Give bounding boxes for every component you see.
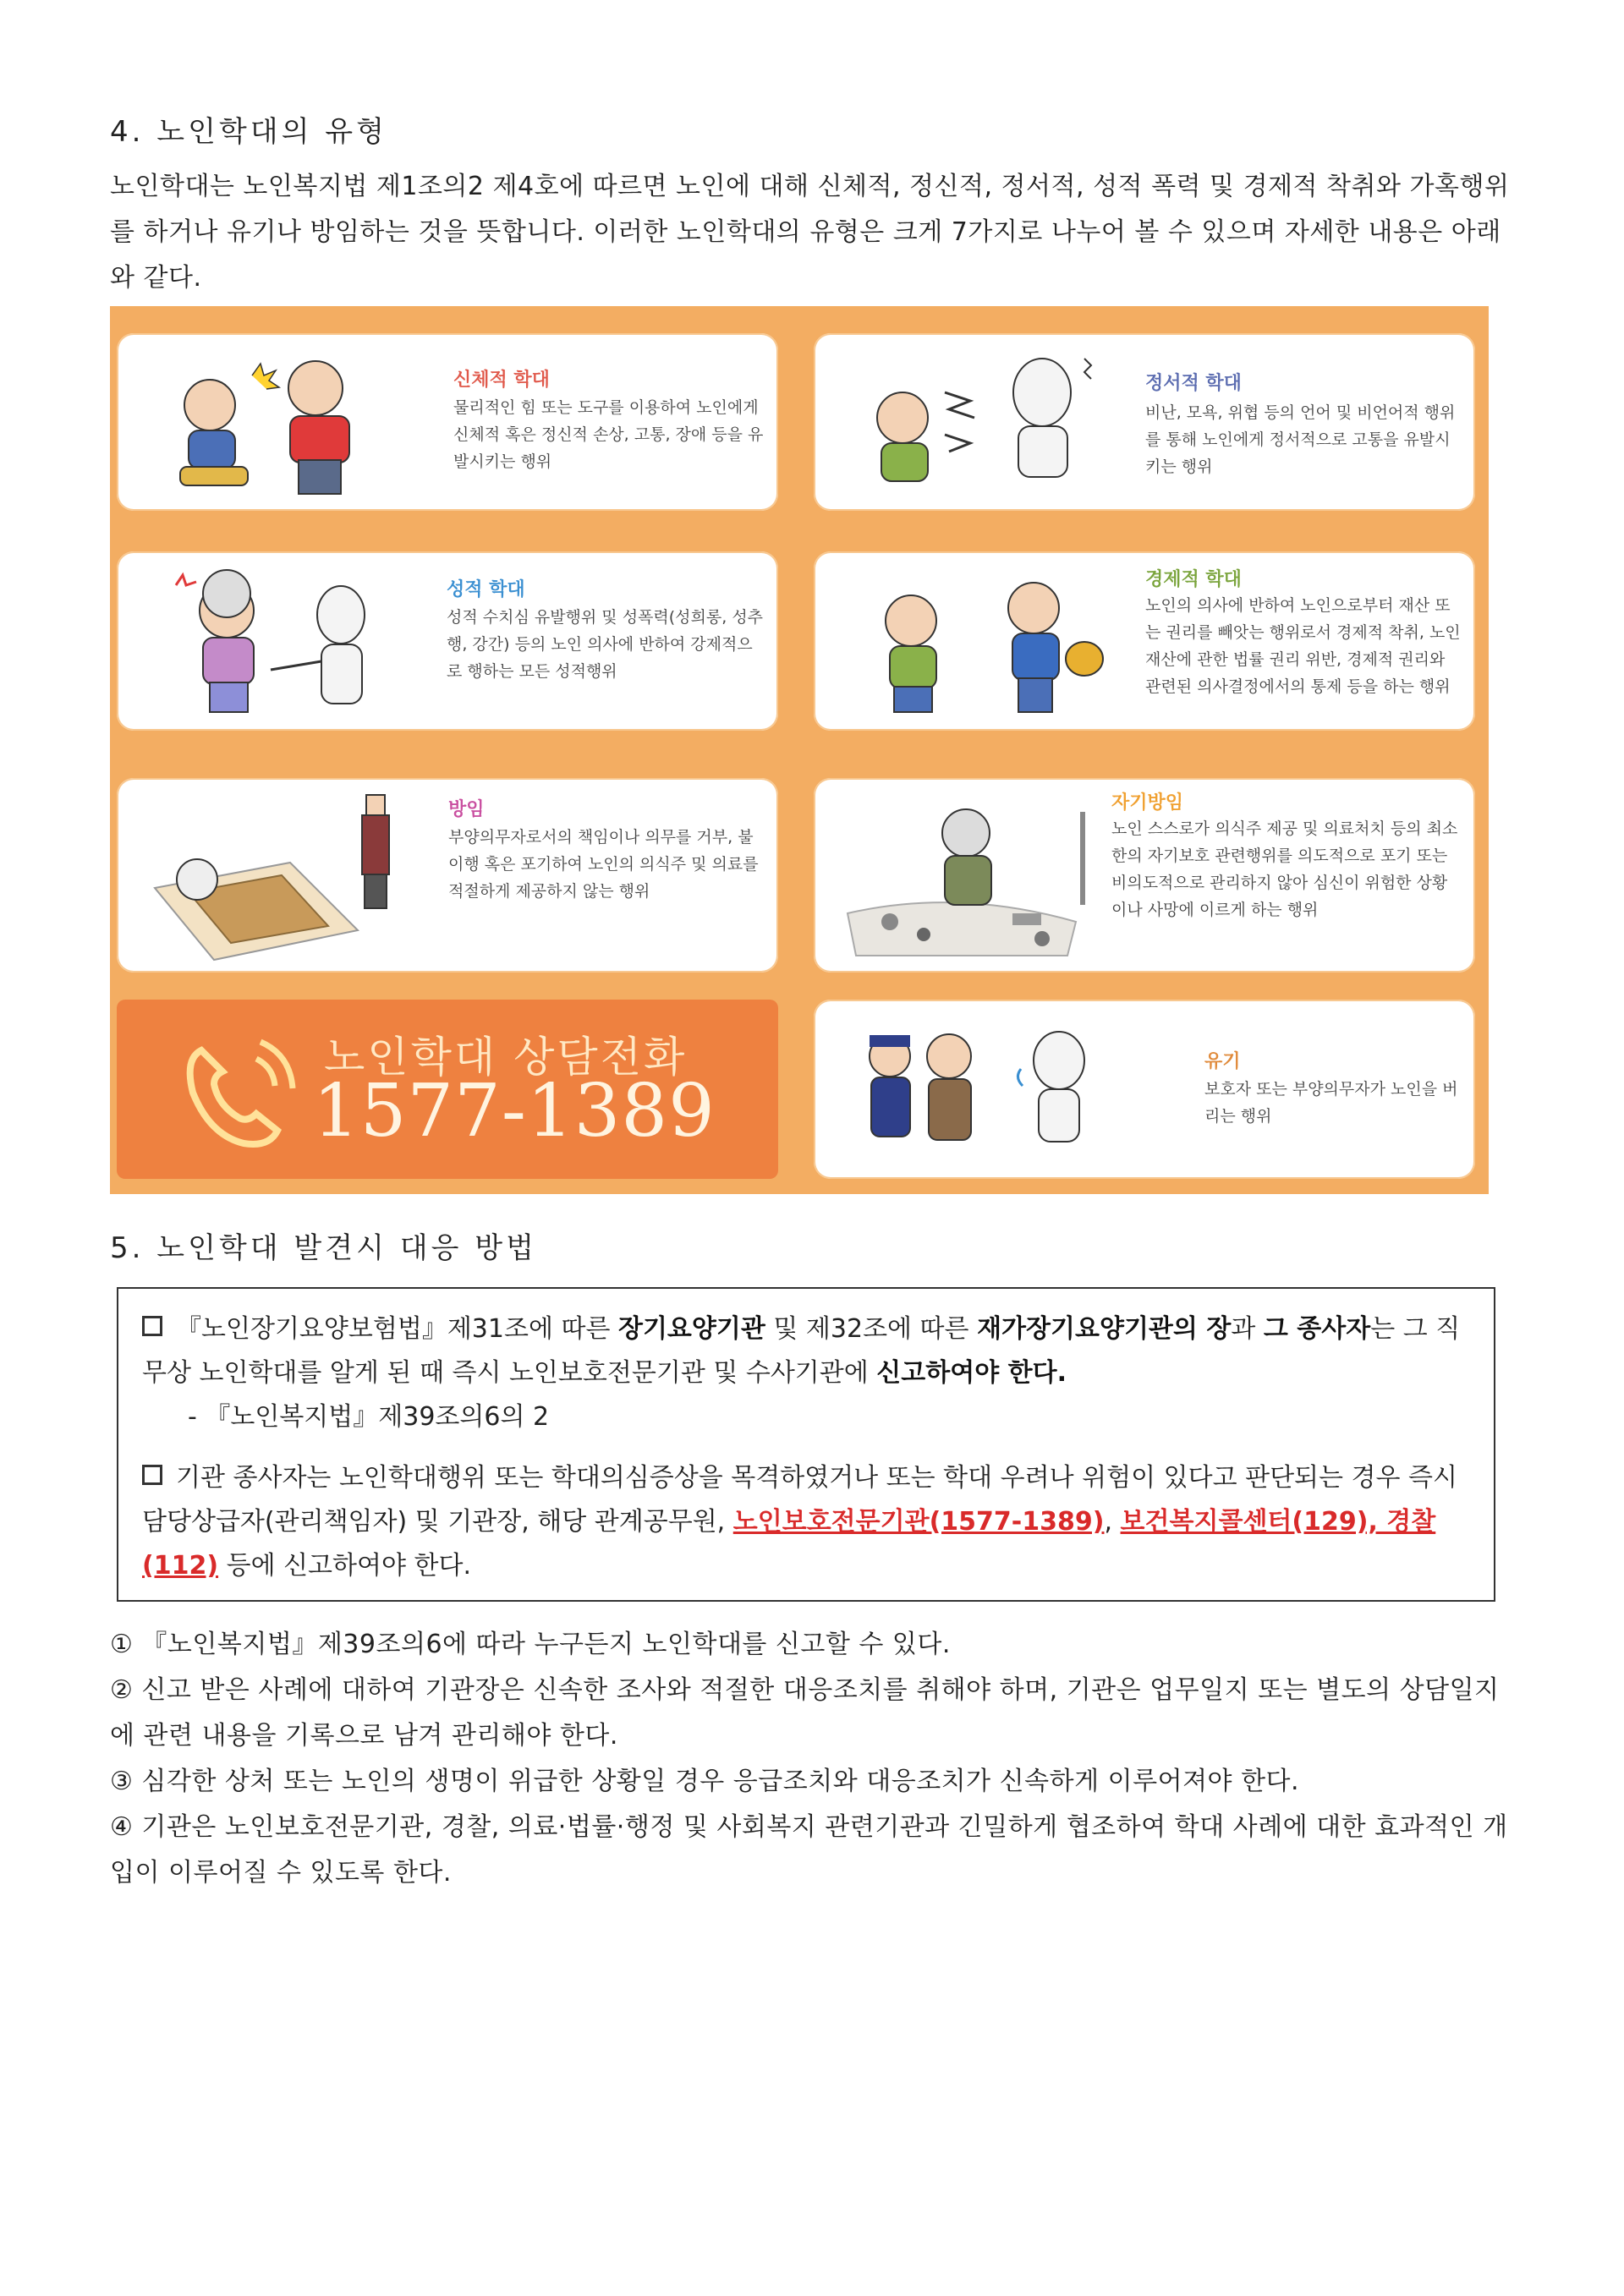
type-title: 자기방임: [1111, 792, 1184, 814]
type-card-economic: [814, 551, 1475, 731]
section-4-intro: 노인학대는 노인복지법 제1조의2 제4호에 따르면 노인에 대해 신체적, 정신적, 정서적, 성적 폭력 및 경제적 착취와 가혹행위를 하거나 유기나 방임하는 것을 뜻합니다. 이러한 노인학대의 유형은 크게 7가지로 나누어 볼 수 있으며 자세한 내용은 아래와 같다.: [110, 172, 1510, 293]
type-card-emotional: [814, 333, 1475, 511]
abandonment-illustration: [848, 1010, 1127, 1170]
emphasis: 신고하여야 한다.: [876, 1358, 1067, 1388]
law-reference: - 『노인복지법』제39조의6의 2: [188, 1402, 550, 1432]
sexual-abuse-illustration: [142, 560, 404, 721]
type-title: 성적 학대: [447, 579, 525, 600]
emphasis: 그 종사자: [1263, 1314, 1371, 1344]
type-description: 노인 스스로가 의식주 제공 및 의료처치 등의 최소한의 자기보호 관련행위를 의도적으로 포기 또는 비의도적으로 관리하지 않아 심신이 위험한 상황이나 사망에 이르게 하는 행위: [1111, 819, 1458, 919]
hotline-banner: [117, 1000, 778, 1179]
emotional-abuse-illustration: [839, 342, 1118, 502]
checkbox-square-icon: [142, 1465, 162, 1485]
section-4-heading: 4. 노인학대의 유형: [110, 115, 387, 149]
type-description: 성적 수치심 유발행위 및 성폭력(성희롱, 성추행, 강간) 등의 노인 의사에 반하여 강제적으로 행하는 모든 성적행위: [447, 608, 764, 681]
text: 과: [1231, 1314, 1264, 1344]
physical-abuse-illustration: [134, 342, 404, 502]
hotline-number: 1577-1389: [313, 1069, 716, 1153]
type-title: 정서적 학대: [1145, 373, 1242, 394]
hotline-label: 노인학대 상담전화: [324, 1033, 688, 1082]
type-description: 노인의 의사에 반하여 노인으로부터 재산 또는 권리를 빼앗는 행위로서 경제적 착취, 노인 재산에 관한 법률 권리 위반, 경제적 권리와 관련된 의사결정에서의 통제 등을 하는 행위: [1145, 596, 1461, 696]
text: 『노인장기요양보험법』제31조에 따른: [176, 1314, 618, 1344]
type-title: 방임: [448, 799, 485, 820]
reporting-obligation-box: [117, 1287, 1495, 1602]
type-card-neglect: [117, 778, 778, 973]
guideline-item: ② 신고 받은 사례에 대하여 기관장은 신속한 조사와 적절한 대응조치를 취해야 하며, 기관은 업무일지 또는 별도의 상담일지에 관련 내용을 기록으로 남겨 관리해야 한다.: [110, 1675, 1500, 1751]
type-description: 부양의무자로서의 책임이나 의무를 거부, 불이행 혹은 포기하여 노인의 의식주 및 의료를 적절하게 제공하지 않는 행위: [448, 828, 759, 901]
text: 등에 신고하여야 한다.: [218, 1551, 472, 1581]
type-card-physical: [117, 333, 778, 511]
type-description: 물리적인 힘 또는 도구를 이용하여 노인에게 신체적 혹은 정신적 손상, 고통, 장애 등을 유발시키는 행위: [453, 398, 764, 471]
text: 기관 종사자는 노인학대행위 또는 학대의심증상을 목격하였거나 또는 학대 우려나 위험이 있다고 판단되는 경우 즉시 담당상급자(관리책임자) 및 기관장, 해당 관계공무원,: [142, 1463, 1458, 1537]
self-neglect-illustration: [831, 786, 1101, 964]
guideline-item: ① 『노인복지법』제39조의6에 따라 누구든지 노인학대를 신고할 수 있다.: [110, 1630, 951, 1659]
response-guidelines-list: [110, 1622, 1514, 1896]
type-card-self-neglect: [814, 778, 1475, 973]
text: 는 그 직무상 노인학대를 알게 된 때 즉시 노인보호전문기관 및 수사기관에: [142, 1314, 1461, 1388]
guideline-item: ③ 심각한 상처 또는 노인의 생명이 위급한 상황일 경우 응급조치와 대응조치가 신속하게 이루어져야 한다.: [110, 1767, 1300, 1796]
type-title: 경제적 학대: [1145, 569, 1242, 590]
checkbox-square-icon: [142, 1316, 162, 1336]
obligation-item-2: [142, 1456, 1474, 1588]
phone-icon: [176, 1033, 303, 1152]
contact-link[interactable]: 노인보호전문기관(1577-1389): [732, 1507, 1105, 1537]
emphasis: 장기요양기관: [617, 1314, 765, 1344]
type-card-abandonment: [814, 1000, 1475, 1179]
guideline-item: ④ 기관은 노인보호전문기관, 경찰, 의료·법률·행정 및 사회복지 관련기관과 긴밀하게 협조하여 학대 사례에 대한 효과적인 개입이 이루어질 수 있도록 한다.: [110, 1812, 1508, 1888]
neglect-illustration: [138, 786, 417, 964]
economic-abuse-illustration: [839, 562, 1118, 722]
type-title: 유기: [1204, 1051, 1241, 1072]
type-title: 신체적 학대: [453, 370, 550, 391]
section-5-heading: 5. 노인학대 발견시 대응 방법: [110, 1231, 537, 1265]
contact-link[interactable]: 보건복지콜센터(129), 경찰(112): [142, 1507, 1436, 1581]
type-card-sexual: [117, 551, 778, 731]
type-description: 비난, 모욕, 위협 등의 언어 및 비언어적 행위를 통해 노인에게 정서적으로 고통을 유발시키는 행위: [1145, 403, 1456, 476]
emphasis: 재가장기요양기관의 장: [977, 1314, 1232, 1344]
abuse-types-infographic: [110, 306, 1489, 1194]
obligation-item-1: [142, 1307, 1474, 1439]
text: 및 제32조에 따른: [765, 1314, 978, 1344]
text: ,: [1104, 1507, 1121, 1537]
type-description: 보호자 또는 부양의무자가 노인을 버리는 행위: [1204, 1080, 1458, 1126]
